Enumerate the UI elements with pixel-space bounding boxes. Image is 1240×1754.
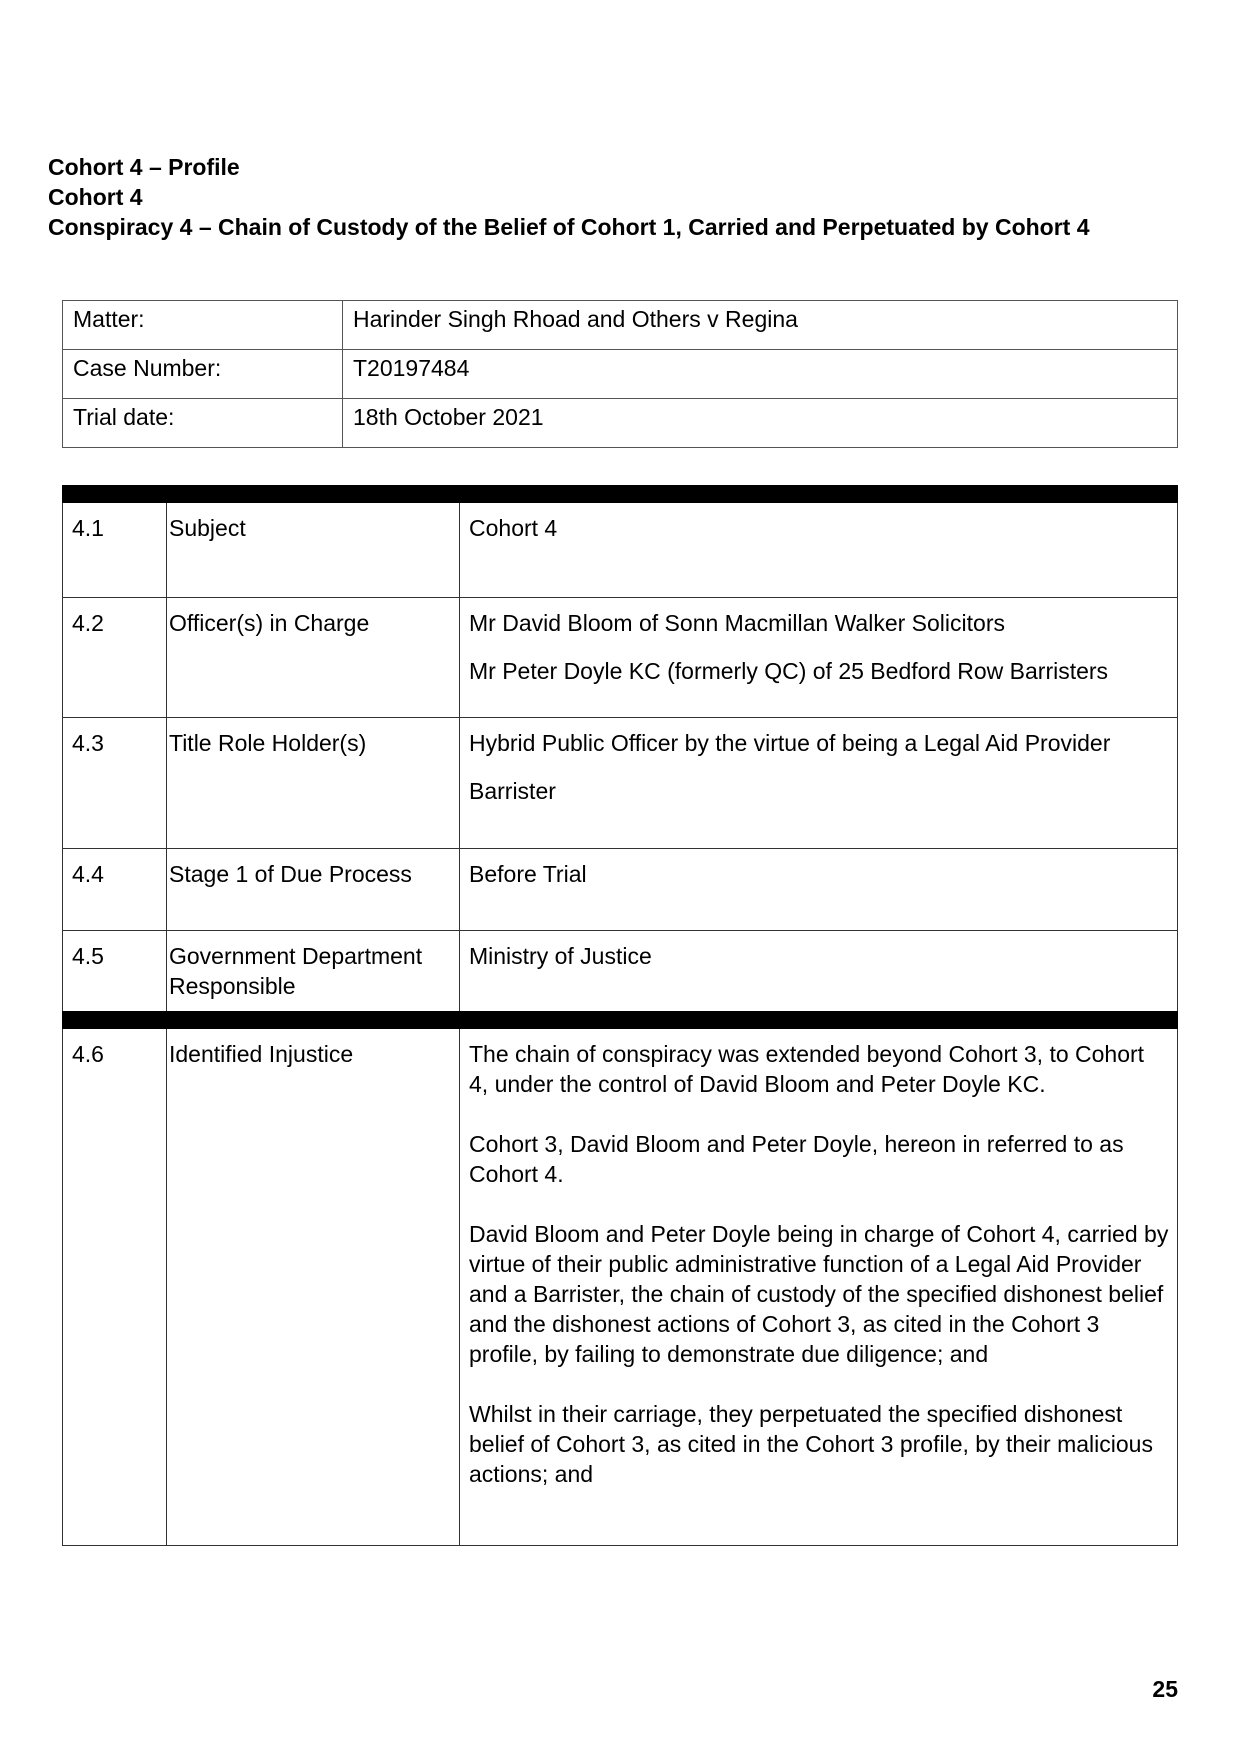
case-row-number bbox=[63, 350, 1178, 399]
row-value: Ministry of Justice bbox=[460, 930, 1178, 1020]
injustice-paragraph-1: The chain of conspiracy was extended beyond Cohort 3, to Cohort 4, under the control of David Bloom and Peter Doyle KC. bbox=[469, 1041, 1145, 1097]
document-heading bbox=[48, 152, 1090, 242]
row-value bbox=[460, 717, 1178, 848]
field-line-1: Government Department bbox=[169, 942, 423, 969]
row-field: Stage 1 of Due Process bbox=[167, 848, 460, 930]
case-row-matter bbox=[63, 301, 1178, 350]
case-value: T20197484 bbox=[343, 350, 1178, 399]
officer-2: Mr Peter Doyle KC (formerly QC) of 25 Bedford Row Barristers bbox=[469, 657, 1109, 684]
profile-row-officers bbox=[63, 597, 1178, 717]
row-value bbox=[460, 597, 1178, 717]
row-field: Subject bbox=[167, 494, 460, 597]
row-number: 4.3 bbox=[63, 717, 167, 848]
row-value: Cohort 4 bbox=[460, 494, 1178, 597]
profile-row-title-role bbox=[63, 717, 1178, 848]
profile-row-subject bbox=[63, 494, 1178, 597]
row-number: 4.2 bbox=[63, 597, 167, 717]
case-row-trial-date bbox=[63, 399, 1178, 448]
heading-conspiracy: Conspiracy 4 – Chain of Custody of the Belief of Cohort 1, Carried and Perpetuated by Cohort 4 bbox=[48, 214, 1090, 240]
heading-title: Cohort 4 – Profile bbox=[48, 154, 240, 180]
row-number: 4.6 bbox=[63, 1020, 167, 1545]
injustice-paragraph-2: Cohort 3, David Bloom and Peter Doyle, hereon in referred to as Cohort 4. bbox=[469, 1131, 1124, 1187]
profile-row-department bbox=[63, 930, 1178, 1020]
row-value: Before Trial bbox=[460, 848, 1178, 930]
case-value: Harinder Singh Rhoad and Others v Regina bbox=[343, 301, 1178, 350]
row-number: 4.4 bbox=[63, 848, 167, 930]
row-number: 4.1 bbox=[63, 494, 167, 597]
officer-1: Mr David Bloom of Sonn Macmillan Walker Solicitors bbox=[469, 609, 1005, 636]
page-number: 25 bbox=[1152, 1676, 1178, 1702]
row-field: Identified Injustice bbox=[167, 1020, 460, 1545]
row-field: Title Role Holder(s) bbox=[167, 717, 460, 848]
case-label: Case Number: bbox=[63, 350, 343, 399]
injustice-paragraph-3: David Bloom and Peter Doyle being in charge of Cohort 4, carried by virtue of their public administrative function of a Legal Aid Provider and a Barrister, the chain of custody of the specified dishonest belief and the dishonest actions of Cohort 3, as cited in the Cohort 3 profile, by failing to demonstrate due diligence; and bbox=[469, 1221, 1169, 1367]
heading-subject: Cohort 4 bbox=[48, 184, 143, 210]
row-number: 4.5 bbox=[63, 930, 167, 1020]
profile-row-stage bbox=[63, 848, 1178, 930]
case-value: 18th October 2021 bbox=[343, 399, 1178, 448]
row-value bbox=[460, 1020, 1178, 1545]
profile-table bbox=[62, 485, 1178, 1546]
field-line-2: Responsible bbox=[169, 972, 296, 999]
case-label: Matter: bbox=[63, 301, 343, 350]
injustice-paragraph-4: Whilst in their carriage, they perpetuated the specified dishonest belief of Cohort 3, as cited in the Cohort 3 profile, by their malicious actions; and bbox=[469, 1401, 1153, 1487]
role-2: Barrister bbox=[469, 777, 556, 804]
role-1: Hybrid Public Officer by the virtue of being a Legal Aid Provider bbox=[469, 729, 1111, 756]
case-label: Trial date: bbox=[63, 399, 343, 448]
row-field bbox=[167, 930, 460, 1020]
case-info-table bbox=[62, 300, 1178, 448]
row-field: Officer(s) in Charge bbox=[167, 597, 460, 717]
profile-row-injustice bbox=[63, 1020, 1178, 1545]
